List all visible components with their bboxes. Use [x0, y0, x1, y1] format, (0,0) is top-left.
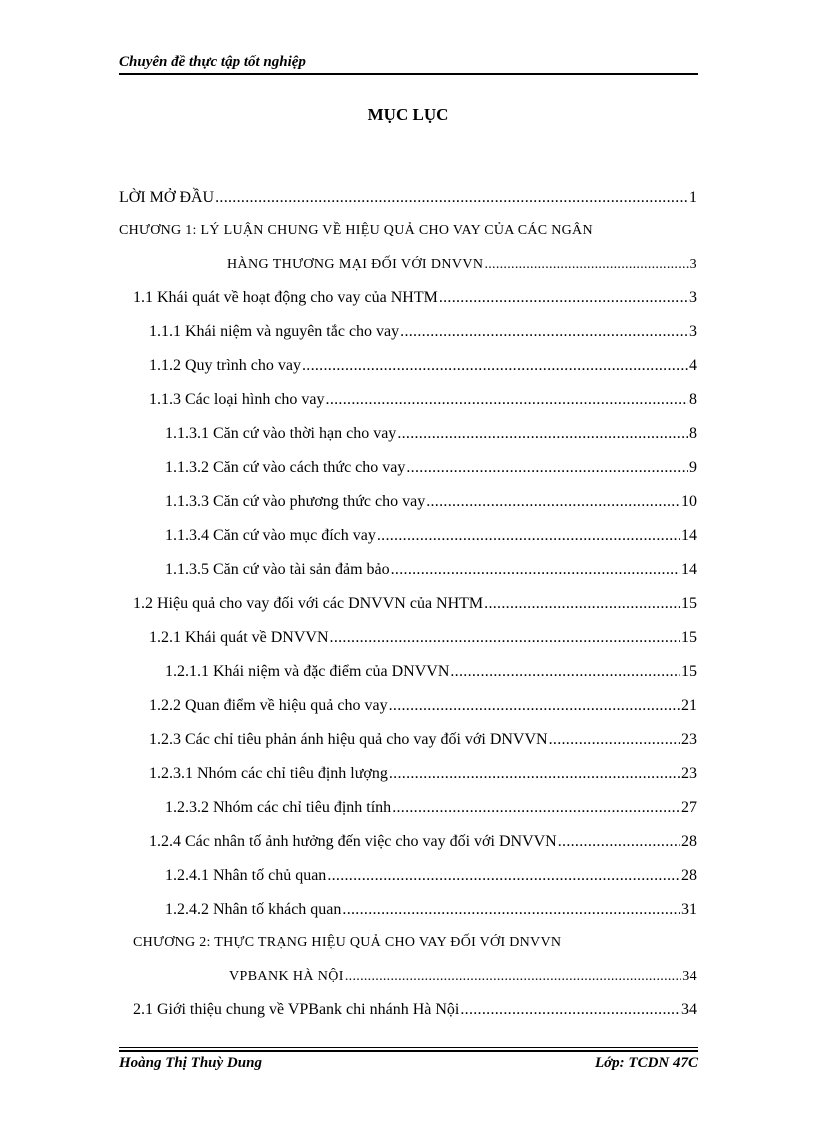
- toc-page-number: 8: [689, 391, 697, 408]
- toc-dot-leader: [302, 357, 688, 375]
- toc-entry[interactable]: [119, 681, 697, 715]
- toc-dot-leader: [342, 901, 680, 919]
- toc-dot-leader: [406, 459, 688, 477]
- toc-entry-title: 1.2 Hiệu quả cho vay đối với các DNVVN của NHTM: [133, 595, 484, 612]
- toc-entry-title: VPBANK HÀ NỘI: [229, 969, 344, 984]
- toc-dot-leader: [484, 595, 680, 613]
- toc-entry[interactable]: [119, 715, 697, 749]
- footer-rule-thick: [119, 1050, 698, 1052]
- toc-dot-leader: [549, 731, 680, 749]
- toc-entry-title: 1.2.1 Khái quát về DNVVN: [149, 629, 329, 646]
- toc-entry-title: 1.2.4 Các nhân tố ảnh hưởng đến việc cho vay đối với DNVVN: [149, 833, 557, 850]
- toc-page-number: 14: [681, 561, 697, 578]
- toc-entry-title: LỜI MỞ ĐẦU: [119, 189, 215, 206]
- toc-entry-title: 1.2.3.1 Nhóm các chỉ tiêu định lượng: [149, 765, 388, 782]
- toc-entry-title: 1.2.1.1 Khái niệm và đặc điểm của DNVVN: [165, 663, 450, 680]
- toc-entry-title: 1.2.3 Các chỉ tiêu phản ánh hiệu quả cho vay đối với DNVVN: [149, 731, 548, 748]
- toc-entry[interactable]: [119, 613, 697, 647]
- toc-page-number: 23: [681, 765, 697, 782]
- toc-entry-title: 2.1 Giới thiệu chung về VPBank chi nhánh Hà Nội: [133, 1001, 460, 1018]
- toc-dot-leader: [400, 323, 688, 341]
- toc-entry[interactable]: [119, 951, 697, 985]
- toc-page-number: 4: [689, 357, 697, 374]
- toc-page-number: 15: [681, 595, 697, 612]
- toc-entry-title: 1.2.4.2 Nhân tố khách quan: [165, 901, 342, 918]
- toc-entry[interactable]: [119, 307, 697, 341]
- toc-entry[interactable]: [119, 341, 697, 375]
- toc-entry[interactable]: [119, 885, 697, 919]
- toc-entry[interactable]: [119, 783, 697, 817]
- toc-page-number: 15: [681, 629, 697, 646]
- header-title: Chuyên đề thực tập tốt nghiệp: [119, 54, 306, 70]
- toc-entry[interactable]: [119, 375, 697, 409]
- toc-page-number: 28: [681, 867, 697, 884]
- toc-dot-leader: [450, 663, 680, 681]
- toc-entry[interactable]: [119, 477, 697, 511]
- toc-entry[interactable]: [119, 173, 697, 207]
- toc-dot-leader: [215, 189, 688, 207]
- toc-page-number: 1: [689, 189, 697, 206]
- toc-chapter-heading: CHƯƠNG 1: LÝ LUẬN CHUNG VỀ HIỆU QUẢ CHO VAY CỦA CÁC NGÂN: [119, 223, 593, 238]
- toc-page-number: 34: [681, 1001, 697, 1018]
- toc-page-number: 15: [681, 663, 697, 680]
- toc-dot-leader: [558, 833, 680, 851]
- toc-entry-title: 1.2.2 Quan điểm về hiệu quả cho vay: [149, 697, 388, 714]
- toc-entry[interactable]: [119, 817, 697, 851]
- toc-entry-title: 1.1.3 Các loại hình cho vay: [149, 391, 325, 408]
- toc-entry-title: 1.2.3.2 Nhóm các chỉ tiêu định tính: [165, 799, 392, 816]
- toc-page-number: 28: [681, 833, 697, 850]
- toc-dot-leader: [330, 629, 680, 647]
- toc-dot-leader: [426, 493, 680, 511]
- footer-rule-thin: [119, 1047, 698, 1048]
- table-of-contents: [119, 173, 697, 1019]
- toc-entry[interactable]: [119, 851, 697, 885]
- toc-entry-title: 1.1.3.1 Căn cứ vào thời hạn cho vay: [165, 425, 397, 442]
- toc-page-number: 31: [681, 901, 697, 918]
- toc-entry[interactable]: [119, 647, 697, 681]
- toc-entry-title: 1.1.1 Khái niệm và nguyên tắc cho vay: [149, 323, 400, 340]
- toc-entry-title: 1.1.3.2 Căn cứ vào cách thức cho vay: [165, 459, 406, 476]
- page-footer: [119, 1047, 698, 1077]
- header-rule: [119, 73, 698, 75]
- toc-entry-title: 1.2.4.1 Nhân tố chủ quan: [165, 867, 327, 884]
- toc-entry[interactable]: [119, 239, 697, 273]
- toc-entry-title: 1.1.3.5 Căn cứ vào tài sản đảm bảo: [165, 561, 390, 578]
- toc-page-number: 10: [681, 493, 697, 510]
- toc-title: MỤC LỤC: [367, 105, 449, 124]
- toc-entry[interactable]: [119, 409, 697, 443]
- toc-entry[interactable]: [119, 545, 697, 579]
- toc-page-number: 34: [682, 969, 697, 984]
- toc-dot-leader: [345, 969, 681, 985]
- toc-dot-leader: [389, 697, 680, 715]
- toc-page-number: 23: [681, 731, 697, 748]
- toc-dot-leader: [460, 1001, 680, 1019]
- toc-dot-leader: [397, 425, 688, 443]
- toc-page-number: 3: [689, 323, 697, 340]
- footer-author: Hoàng Thị Thuỳ Dung: [119, 1055, 262, 1071]
- toc-entry[interactable]: [119, 579, 697, 613]
- toc-dot-leader: [391, 561, 680, 579]
- toc-dot-leader: [377, 527, 680, 545]
- toc-entry[interactable]: [119, 511, 697, 545]
- toc-dot-leader: [389, 765, 680, 783]
- toc-entry[interactable]: [119, 749, 697, 783]
- toc-dot-leader: [327, 867, 680, 885]
- toc-dot-leader: [484, 257, 688, 273]
- toc-dot-leader: [439, 289, 688, 307]
- page-header: [119, 53, 698, 75]
- toc-entry-title: 1.1.2 Quy trình cho vay: [149, 357, 301, 374]
- toc-entry[interactable]: [119, 443, 697, 477]
- toc-page-number: 14: [681, 527, 697, 544]
- footer-class: Lớp: TCDN 47C: [594, 1055, 698, 1071]
- toc-page-number: 21: [681, 697, 697, 714]
- toc-entry-title: 1.1.3.4 Căn cứ vào mục đích vay: [165, 527, 376, 544]
- toc-entry-title: 1.1 Khái quát về hoạt động cho vay của NHTM: [133, 289, 438, 306]
- toc-entry-title: 1.1.3.3 Căn cứ vào phương thức cho vay: [165, 493, 426, 510]
- toc-dot-leader: [326, 391, 688, 409]
- toc-chapter-heading: CHƯƠNG 2: THỰC TRẠNG HIỆU QUẢ CHO VAY ĐỐI VỚI DNVVN: [133, 935, 562, 950]
- toc-page-number: 3: [689, 289, 697, 306]
- toc-dot-leader: [392, 799, 680, 817]
- toc-page-number: 9: [689, 459, 697, 476]
- toc-entry[interactable]: [119, 273, 697, 307]
- toc-page-number: 27: [681, 799, 697, 816]
- toc-page-number: 8: [689, 425, 697, 442]
- toc-entry[interactable]: [119, 985, 697, 1019]
- toc-page-number: 3: [689, 257, 697, 272]
- toc-entry-title: HÀNG THƯƠNG MẠI ĐỐI VỚI DNVVN: [227, 257, 484, 272]
